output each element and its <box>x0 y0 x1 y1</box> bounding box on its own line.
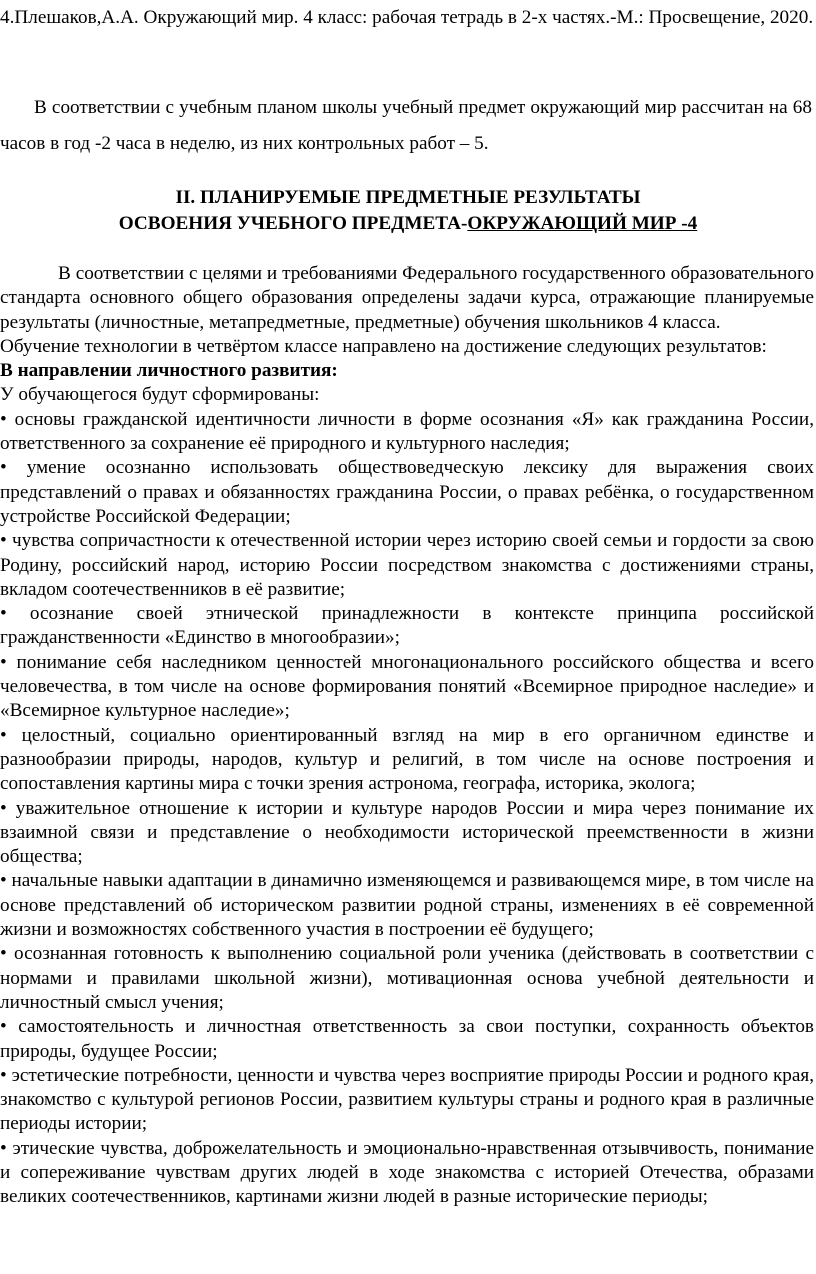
bullet-item: • основы гражданской идентичности личности в форме осознания «Я» как гражданина России, ответственного за сохранение её природного и культурного наследия; <box>0 408 814 455</box>
bullet-item: • уважительное отношение к истории и культуре народов России и мира через понимание их взаимной связи и представление о необходимости исторической преемственности в жизни общества; <box>0 797 814 868</box>
bullet-item: • понимание себя наследником ценностей многонационального российского общества и всего человечества, в том числе на основе формирования понятий «Всемирное природное наследие» и «Всемирное культурное наследие»; <box>0 651 814 722</box>
tech-paragraph: Обучение технологии в четвёртом классе направлено на достижение следующих результатов: <box>0 335 767 357</box>
heading-prefix: ОСВОЕНИЯ УЧЕБНОГО ПРЕДМЕТА- <box>118 213 468 234</box>
bibliography-reference: 4.Плешаков,А.А. Окружающий мир. 4 класс: рабочая тетрадь в 2-х частях.-М.: Просвещение, 2020. <box>0 7 814 28</box>
section-title: В направлении личностного развития: <box>0 360 338 382</box>
bullet-item: • целостный, социально ориентированный взгляд на мир в его органичном единстве и разнообразии природы, народов, культур и религий, в том числе на основе построения и сопоставления картины мира с точки зрения астронома, географа, историка, эколога; <box>0 724 814 795</box>
bullet-item: • начальные навыки адаптации в динамично изменяющемся и развивающемся мире, в том числе на основе представлений об историческом развитии родной страны, изменениях в её современной жизни и возможностях собственного участия в построении её будущего; <box>0 870 814 941</box>
heading-subject-underlined: ОКРУЖАЮЩИЙ МИР -4 <box>467 213 698 234</box>
section-lead: У обучающегося будут сформированы: <box>0 384 320 406</box>
section-heading-line-2 <box>0 210 816 237</box>
bullet-item: • осознание своей этнической принадлежности в контексте принципа российской гражданственности «Единство в многообразии»; <box>0 603 814 649</box>
bullet-item: • самостоятельность и личностная ответственность за свои поступки, сохранность объектов природы, будущее России; <box>0 1016 814 1062</box>
bullet-item: • осознанная готовность к выполнению социальной роли ученика (действовать в соответствии с нормами и правилами школьной жизни), мотивационная основа учебной деятельности и личностный смысл учения; <box>0 943 814 1013</box>
course-hours-paragraph: В соответствии с учебным планом школы учебный предмет окружающий мир рассчитан на 68 часов в год -2 часа в неделю, из них контрольных работ – 5. <box>0 97 812 154</box>
bullet-item: • умение осознанно использовать обществоведческую лексику для выражения своих представлений о правах и обязанностях гражданина России, о правах ребёнка, о государственном устройстве Российской Федерации; <box>0 457 814 527</box>
bullet-item: • этические чувства, доброжелательность и эмоционально-нравственная отзывчивость, понимание и сопереживание чувствам других людей в ходе знакомства с историей Отечества, образами великих соотечественников, картинами жизни людей в разные исторические периоды; <box>0 1137 814 1208</box>
bullet-item: • чувства сопричастности к отечественной истории через историю своей семьи и гордости за свою Родину, российский народ, историю России посредством знакомства с достижениями страны, вкладом соотечественников в её развитие; <box>0 530 814 600</box>
bullet-item: • эстетические потребности, ценности и чувства через восприятие природы России и родного края, знакомство с культурой регионов России, развитием культуры страны и родного края в различные периоды истории; <box>0 1064 814 1135</box>
results-content <box>0 262 816 1210</box>
section-heading-line-1: II. ПЛАНИРУЕМЫЕ ПРЕДМЕТНЫЕ РЕЗУЛЬТАТЫ <box>175 187 641 208</box>
intro-paragraph: В соответствии с целями и требованиями Федерального государственного образовательного стандарта основного общего образования определены задачи курса, отражающие планируемые результаты (личностные, метапредметные, предметные) обучения школьников 4 класса. <box>0 263 814 333</box>
